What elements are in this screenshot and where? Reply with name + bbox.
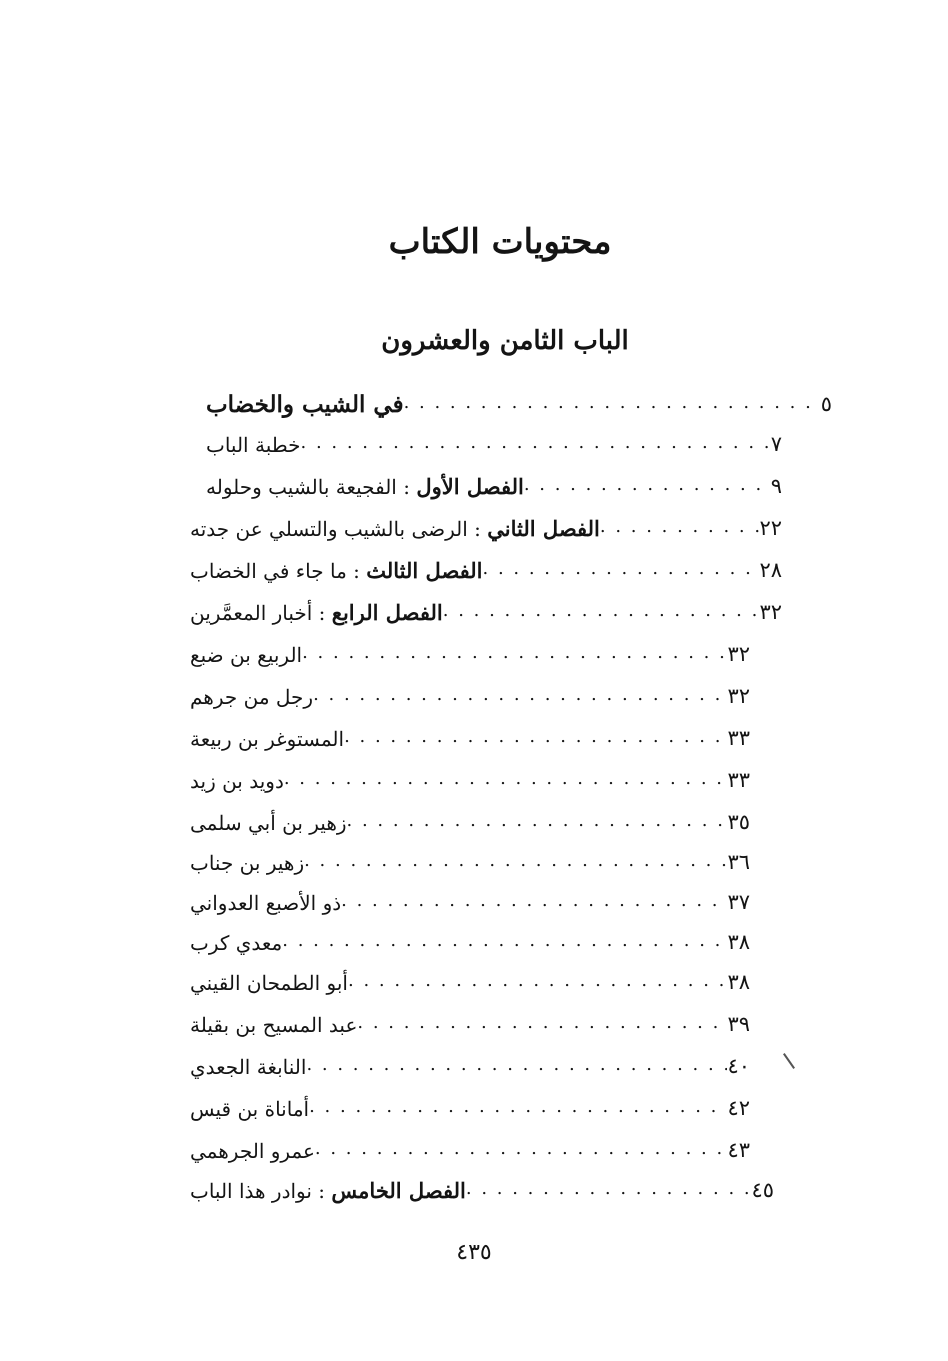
toc-entry-title: أبو الطمحان القيني bbox=[190, 970, 348, 995]
toc-entry-page: ٣٩ bbox=[727, 1012, 750, 1036]
toc-entry bbox=[180, 1088, 756, 1128]
toc-entry-title: في الشيب والخضاب bbox=[206, 390, 404, 418]
toc-entry-page: ٢٢ bbox=[759, 516, 782, 540]
toc-entry-title: معدي كرب bbox=[190, 930, 283, 955]
toc-entry-label: الفصل الخامس bbox=[331, 1177, 466, 1203]
toc-entry-page: ٣٣ bbox=[727, 726, 750, 750]
toc-entry bbox=[180, 676, 756, 716]
toc-entry-page: ٣٥ bbox=[727, 810, 750, 834]
toc-entry-label: الفصل الرابع bbox=[331, 599, 443, 625]
dot-leader bbox=[282, 922, 727, 962]
dot-leader bbox=[313, 676, 727, 716]
toc-entry bbox=[180, 508, 788, 548]
toc-entry-title: : الفجيعة بالشيب وحلوله bbox=[206, 474, 417, 499]
toc-entry-text bbox=[180, 930, 282, 955]
toc-entry-title: : أخبار المعمَّرين bbox=[190, 600, 332, 625]
toc-entry bbox=[180, 1170, 780, 1210]
toc-entry-page: ٣٢ bbox=[727, 684, 750, 708]
toc-entry-page: ٣٨ bbox=[727, 970, 750, 994]
toc-entry bbox=[180, 760, 756, 800]
toc-entry bbox=[196, 466, 788, 506]
toc-entry-page: ٢٨ bbox=[759, 558, 782, 582]
dot-leader bbox=[443, 592, 760, 632]
toc-entry-text bbox=[180, 1012, 357, 1037]
dot-leader bbox=[284, 760, 728, 800]
toc-entry-page: ٣٨ bbox=[727, 930, 750, 954]
dot-leader bbox=[304, 842, 727, 882]
page-number: ٤٣٥ bbox=[456, 1240, 492, 1265]
dot-leader bbox=[302, 634, 727, 674]
toc-entry-text bbox=[196, 474, 524, 499]
toc-entry-text bbox=[180, 600, 443, 625]
toc-entry bbox=[196, 384, 838, 424]
toc-entry-title: : الرضى بالشيب والتسلي عن جدته bbox=[190, 516, 488, 541]
dot-leader bbox=[524, 466, 771, 506]
toc-entry bbox=[180, 802, 756, 842]
toc-entry-title: : نوادر هذا الباب bbox=[190, 1178, 332, 1203]
chapter-heading: الباب الثامن والعشرون bbox=[381, 326, 629, 356]
toc-entry-page: ٩ bbox=[770, 474, 782, 498]
toc-entry bbox=[180, 550, 788, 590]
toc-entry bbox=[180, 1046, 756, 1086]
toc-entry-title: زهير بن أبي سلمى bbox=[190, 810, 347, 835]
toc-entry-text bbox=[180, 850, 304, 875]
dot-leader bbox=[357, 1004, 727, 1044]
toc-entry-label: الفصل الأول bbox=[416, 473, 524, 499]
dot-leader bbox=[315, 1130, 728, 1170]
dot-leader bbox=[309, 1088, 727, 1128]
toc-entry-page: ٣٢ bbox=[759, 600, 782, 624]
dot-leader bbox=[301, 424, 771, 464]
toc-entry-text bbox=[196, 391, 404, 418]
toc-entry bbox=[180, 962, 756, 1002]
toc-entry-title: عمرو الجرهمي bbox=[190, 1138, 315, 1163]
toc-entry-text bbox=[180, 1054, 306, 1079]
dot-leader bbox=[341, 882, 727, 922]
toc-entry-text bbox=[180, 768, 284, 793]
toc-entry-text bbox=[180, 726, 344, 751]
toc-entry-title: النابغة الجعدي bbox=[190, 1054, 307, 1079]
toc-entry-label: الفصل الثالث bbox=[366, 557, 483, 583]
dot-leader bbox=[404, 384, 821, 424]
toc-entry-page: ٤٣ bbox=[727, 1138, 750, 1162]
toc-entry-text bbox=[180, 1138, 315, 1163]
toc-entry-page: ٣٢ bbox=[727, 642, 750, 666]
toc-entry-page: ٧ bbox=[770, 432, 782, 456]
toc-entry-title: عبد المسيح بن بقيلة bbox=[190, 1012, 358, 1037]
toc-entry bbox=[180, 592, 788, 632]
toc-entry bbox=[180, 634, 756, 674]
toc-entry-title: المستوغر بن ربيعة bbox=[190, 726, 345, 751]
toc-entry bbox=[180, 882, 756, 922]
dot-leader bbox=[483, 550, 760, 590]
dot-leader bbox=[306, 1046, 727, 1086]
toc-entry bbox=[180, 842, 756, 882]
page-title: محتويات الكتاب bbox=[388, 222, 612, 262]
toc-entry-text bbox=[180, 890, 341, 915]
dot-leader bbox=[344, 718, 727, 758]
toc-entry bbox=[180, 718, 756, 758]
toc-entry-label: الفصل الثاني bbox=[487, 515, 600, 541]
toc-entry-title: : ما جاء في الخضاب bbox=[190, 558, 367, 583]
toc-entry-page: ٣٣ bbox=[727, 768, 750, 792]
toc-entry-text bbox=[196, 432, 301, 457]
toc-entry-page: ٣٧ bbox=[727, 890, 750, 914]
toc-entry-title: رجل من جرهم bbox=[190, 684, 314, 709]
toc-entry-text bbox=[180, 684, 313, 709]
toc-entry bbox=[196, 424, 788, 464]
dot-leader bbox=[348, 962, 727, 1002]
toc-entry-text bbox=[180, 810, 347, 835]
toc-entry-text bbox=[180, 1096, 309, 1121]
toc-entry-page: ٤٠ bbox=[727, 1054, 750, 1078]
toc-entry bbox=[180, 922, 756, 962]
toc-entry-title: خطبة الباب bbox=[206, 432, 301, 457]
toc-entry bbox=[180, 1004, 756, 1044]
toc-entry-page: ٤٥ bbox=[751, 1178, 774, 1202]
toc-entry-text bbox=[180, 642, 302, 667]
toc-entry-title: أماناة بن قيس bbox=[190, 1096, 310, 1121]
toc-entry-title: دويد بن زيد bbox=[190, 768, 284, 793]
toc-entry-title: الربيع بن ضبع bbox=[190, 642, 303, 667]
toc-entry bbox=[180, 1130, 756, 1170]
dot-leader bbox=[347, 802, 728, 842]
toc-entry-page: ٥ bbox=[820, 392, 832, 416]
toc-entry-title: زهير بن جناب bbox=[190, 850, 305, 875]
toc-entry-text bbox=[180, 558, 483, 583]
toc-entry-text bbox=[180, 516, 600, 541]
toc-entry-page: ٣٦ bbox=[727, 850, 750, 874]
toc-entry-page: ٤٢ bbox=[727, 1096, 750, 1120]
toc-entry-text bbox=[180, 1178, 466, 1203]
toc-entry-title: ذو الأصبع العدواني bbox=[190, 890, 342, 915]
toc-entry-text bbox=[180, 970, 348, 995]
dot-leader bbox=[600, 508, 760, 548]
dot-leader bbox=[466, 1170, 752, 1210]
